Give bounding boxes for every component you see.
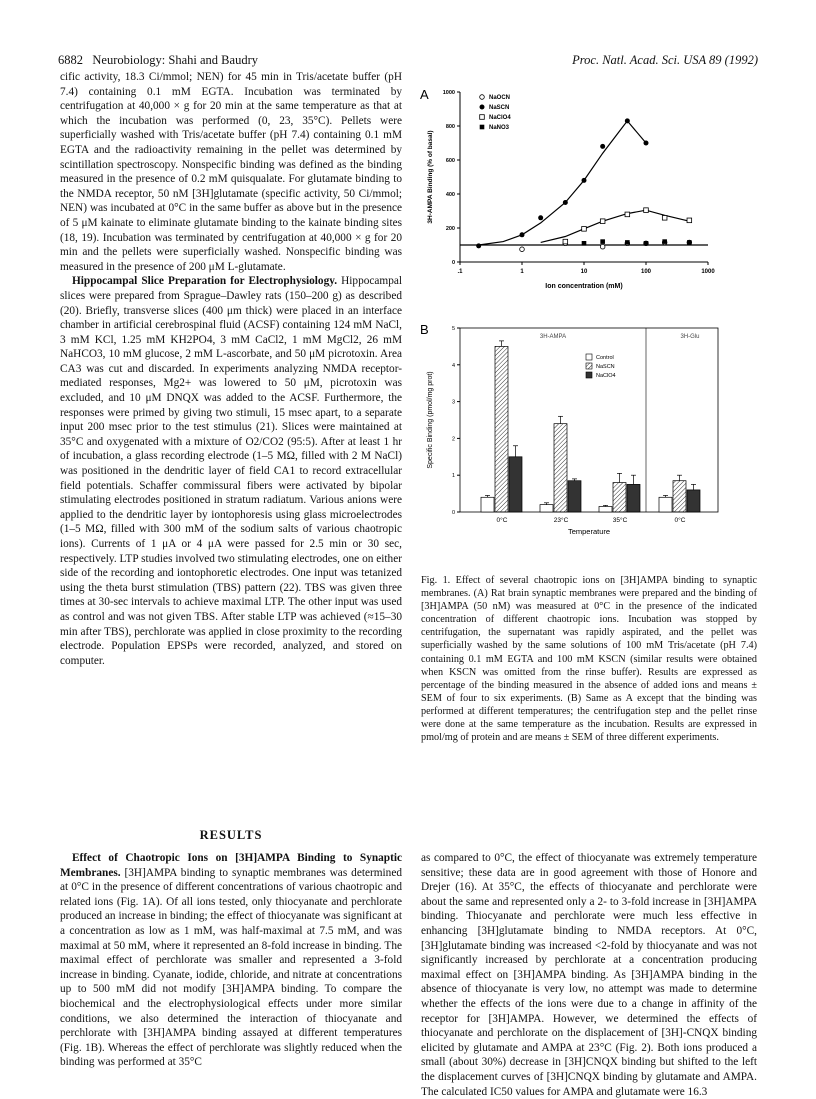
fit-curve-naclo4 [541, 210, 690, 242]
methods-paragraph-1: cific activity, 18.3 Ci/mmol; NEN) for 45 min in Tris/acetate buffer (pH 7.4) containing 0.1 mM EGTA. Incubation was terminated by centrifugation at 40,000 × g for 20 min at the same temperature as that at which the incubation was performed (0, 23, 35°C). Pellets were superficially washed with Tris/acetate buffer (pH 7.4) containing 0.1 mM EGTA and the radioactivity remaining in the pellet was determined by scintillation spectroscopy. Nonspecific binding was defined as the binding measured in the presence of 0.2 mM quisqualate. For glutamate binding to the NMDA receptor, 50 nM [3H]glutamate (specific activity, 50 Ci/mmol; NEN) was incubated at 0°C in the same buffer as above but in the presence of 5 μM kainate to eliminate glutamate binding to the kainate binding sites (18, 19). Incubation was terminated by centrifugation at 40,000 × g for 20 min and the pellets were superficially washed. Nonspecific binding was measured in the presence of 200 μM L-glutamate. [60, 71, 402, 273]
bar-nascn [554, 424, 567, 512]
legend-swatch-naclo4 [586, 372, 592, 378]
data-point-naclo4 [625, 212, 630, 217]
journal-citation: Proc. Natl. Acad. Sci. USA 89 (1992) [572, 53, 758, 67]
group-label: 3H-Glu [680, 334, 700, 340]
x-axis-label: Temperature [567, 527, 611, 536]
legend-marker-naocn [480, 95, 485, 100]
data-point-nano3 [625, 240, 630, 245]
legend-entry: Control [596, 355, 614, 361]
data-point-naclo4 [644, 208, 649, 213]
y-tick-label: 4 [451, 362, 455, 369]
chart-panel-a [420, 87, 715, 290]
legend-entry: NaSCN [489, 105, 510, 111]
bar-naclo4 [687, 490, 700, 512]
data-point-naclo4 [600, 219, 605, 224]
data-point-nano3 [687, 240, 692, 245]
data-point-naocn [600, 244, 605, 249]
data-point-nascn [600, 144, 605, 149]
x-tick-label: .1 [457, 269, 463, 275]
chaotropic-heading: Effect of Chaotropic Ions on [3H]AMPA Binding to Synaptic Membranes. [60, 852, 402, 879]
legend-entry: NaOCN [489, 95, 511, 101]
y-tick-label: 400 [445, 192, 455, 198]
data-point-nascn [520, 232, 525, 237]
data-point-nascn [476, 243, 481, 248]
panel-label-b: B [420, 322, 429, 337]
caption-text: Effect of several chaotropic ions on [3H]AMPA binding to synaptic membranes. (A) Rat brain synaptic membranes were prepared and the binding of [3H]AMPA (50 nM) was measured at 0°C in the presence of the indicated concentration of different chaotropic ions. Incubation was stopped by centrifugation, the supernatant was rapidly aspirated, and the pellet was superficially washed by the same solutions of 100 mM Tris/acetate (pH 7.4) containing 0.1 mM EGTA and 100 mM KSCN (similar results were obtained when KSCN was omitted from the rinse buffer). Results are expressed as percentage of the binding measured in the absence of added ions and means ± SEM of four to six experiments. (B) Same as A except that the binding was performed at different temperatures; the centrifugation step and the pellet rinse were done at the same temperature as the incubation. Results are expressed in pmol/mg of protein and are means ± SEM of three different experiments. [421, 575, 757, 744]
y-tick-label: 3 [451, 399, 455, 406]
figure-1 [418, 72, 758, 572]
x-tick-label: 10 [580, 269, 588, 275]
caption-label: Fig. 1. [421, 575, 451, 586]
x-tick-label: 1000 [701, 269, 715, 275]
x-axis-label: Ion concentration (mM) [545, 283, 623, 290]
chart-panel-b [420, 322, 718, 536]
y-tick-label: 200 [445, 226, 455, 232]
bar-control [481, 497, 494, 512]
y-axis-label: Specific Binding (pmol/mg prot) [427, 371, 434, 469]
x-tick-label: 1 [520, 269, 524, 275]
data-point-nascn [625, 118, 630, 123]
y-tick-label: 1 [451, 473, 455, 480]
methods-column [60, 70, 402, 668]
data-point-nano3 [582, 241, 587, 246]
panel-label-a: A [420, 87, 429, 102]
bar-nascn [495, 346, 508, 512]
results-left-text: [3H]AMPA binding to synaptic membranes was determined at 0°C in the presence of different concentrations of various chaotropic and related ions (Fig. 1A). Of all ions tested, only thiocyanate and perchlorate produced an increase in binding; the effect of thiocyanate was significant at a concentration as low as 1 mM, was half-maximal at 7.5 mM, and was maximal at 50 mM, where it represented an 8-fold increase in binding. The maximal effect of perchlorate was smaller and represented a 3-fold increase in binding. Cyanate, iodide, chloride, and nitrate at concentrations up to 500 mM did not modify [3H]AMPA binding. To compare the biochemical and the electrophysiological effects under more similar conditions, we also determined the interaction of thiocyanate and perchlorate with [3H]AMPA binding assayed at different temperatures (Fig. 1B). Whereas the effect of perchlorate was slightly reduced when the binding was performed at 35°C [60, 866, 402, 1069]
data-point-naclo4 [582, 227, 587, 232]
x-tick-label: 100 [640, 269, 652, 275]
slice-prep-text: Hippocampal slices were prepared from Sprague–Dawley rats (150–200 g) as described (20). Briefly, transverse slices (400 μm thick) were placed in an interface chamber in artificial cerebrospinal fluid (ACSF) containing 124 mM NaCl, 3 mM KCl, 1.25 mM KH2PO4, 3 mM CaCl2, 1 mM MgCl2, 26 mM NaHCO3, 10 mM glucose, 2 mM L-ascorbate, and 50 μM picrotoxin. Area CA3 was cut and discarded. In experiments analyzing NMDA receptor-mediated responses, Mg2+ was lowered to 50 μM, picrotoxin was excluded, and 10 μM DNQX was added to the ACSF. Furthermore, the responses were primed by giving two stimuli, 15 msec apart, to a separate input 200 msec prior to the test stimulus (21). Slices were maintained at 35°C and oxygenated with a mixture of O2/CO2 (95:5). After at least 1 hr of incubation, a glass recording electrode (1–5 MΩ, filled with 2 M NaCl) was positioned in the dendritic layer of field CA1 to record extracellular field potentials. Schaffer commissural fibers were activated by bipolar stimulating electrodes positioned in stratum radiatum. Various anions were applied to the dendritic layer by iontophoresis using glass microelectrodes (1–5 MΩ, filled with 300 mM of the sodium salts of various chaotropic ions). Currents of 1 μA or 4 μA were passed for 2.5 min or 30 sec, respectively. LTP studies involved two stimulating electrodes, one on either side of the recording and iontophoretic electrodes. One input was tetanized using the theta burst stimulation (TBS) pattern (22). TBS was given three times at 30-sec intervals to achieve maximal LTP. The other input was used as control and was not given TBS. After stable LTP was achieved (≈15–30 min after TBS), perchlorate was applied in close proximity to the recording electrode. Population EPSPs were recorded, analyzed, and stored on computer. [60, 275, 402, 667]
figure-caption [421, 574, 757, 744]
bar-control [540, 505, 553, 512]
legend-marker-naclo4 [480, 115, 485, 120]
bar-control [599, 506, 612, 512]
data-point-nascn [538, 215, 543, 220]
bar-nascn [673, 481, 686, 512]
results-right-text: as compared to 0°C, the effect of thiocyanate was extremely temperature sensitive; these data are in good agreement with those of Honore and Drejer (16). At 35°C, the effects of thiocyanate and perchlorate were about the same and represented only a 2- to 3-fold increase in [3H]AMPA binding. Thiocyanate and perchlorate were much less effective in enhancing [3H]glutamate binding to NMDA receptors. At 0°C, [3H]glutamate binding was increased <2-fold by thiocyanate and was not significantly increased by perchlorate at a concentration producing maximal effect on [3H]AMPA binding. As [3H]AMPA binding in the absence of thiocyanate is very low, no attempt was made to determine whether the effects of the ions were due to a change in affinity of the receptor for [3H]AMPA. However, we determined the effects of thiocyanate and perchlorate on the displacement of [3H]-CNQX binding elicited by glutamate and AMPA at 23°C (Fig. 2). Both ions produced a small (about 30%) decrease in [3H]CNQX binding but shifted to the left the displacement curves of [3H]CNQX binding by glutamate and AMPA. The calculated IC50 values for AMPA and glutamate were 16.3 [421, 852, 757, 1098]
legend-entry: NaClO4 [596, 373, 616, 379]
results-paragraph [60, 851, 402, 1070]
group-label: 3H-AMPA [539, 334, 567, 340]
y-tick-label: 600 [445, 158, 455, 164]
results-right-column [421, 851, 757, 1099]
y-tick-label: 800 [445, 124, 455, 130]
data-point-nano3 [644, 241, 649, 246]
data-point-nano3 [662, 239, 667, 244]
legend-swatch-nascn [586, 363, 592, 369]
results-heading: RESULTS [199, 828, 263, 842]
data-point-nano3 [600, 239, 605, 244]
legend-entry: NaSCN [596, 364, 615, 370]
data-point-naocn [520, 247, 525, 252]
y-tick-label: 5 [451, 326, 455, 332]
y-tick-label: 0 [451, 510, 455, 516]
legend-marker-nano3 [480, 125, 485, 130]
x-tick-label: 0°C [496, 517, 508, 524]
bar-nascn [613, 483, 626, 512]
y-tick-label: 1000 [442, 90, 455, 96]
legend-entry: NaNO3 [489, 125, 510, 131]
page-number: 6882 [58, 53, 83, 67]
legend-swatch-control [586, 354, 592, 360]
data-point-nascn [644, 141, 649, 146]
bar-naclo4 [568, 481, 581, 512]
y-axis-label: 3H-AMPA Binding (% of basal) [427, 130, 434, 224]
y-tick-label: 0 [451, 260, 455, 266]
bar-naclo4 [509, 457, 522, 512]
methods-paragraph-2 [60, 274, 402, 668]
legend-marker-nascn [480, 105, 485, 110]
x-tick-label: 0°C [674, 517, 686, 524]
bar-control [659, 497, 672, 512]
data-point-nascn [582, 178, 587, 183]
legend-entry: NaClO4 [489, 115, 511, 121]
x-tick-label: 35°C [612, 517, 628, 524]
results-left-column [60, 851, 402, 1070]
bar-naclo4 [627, 484, 640, 512]
y-tick-label: 2 [451, 436, 455, 443]
data-point-naclo4 [662, 216, 667, 221]
slice-prep-heading: Hippocampal Slice Preparation for Electrophysiology. [72, 275, 338, 288]
data-point-naclo4 [687, 218, 692, 223]
running-title: Neurobiology: Shahi and Baudry [92, 53, 258, 67]
x-tick-label: 23°C [553, 517, 569, 524]
data-point-naclo4 [563, 239, 568, 244]
fit-curve-nascn [479, 121, 646, 245]
data-point-nascn [563, 200, 568, 205]
